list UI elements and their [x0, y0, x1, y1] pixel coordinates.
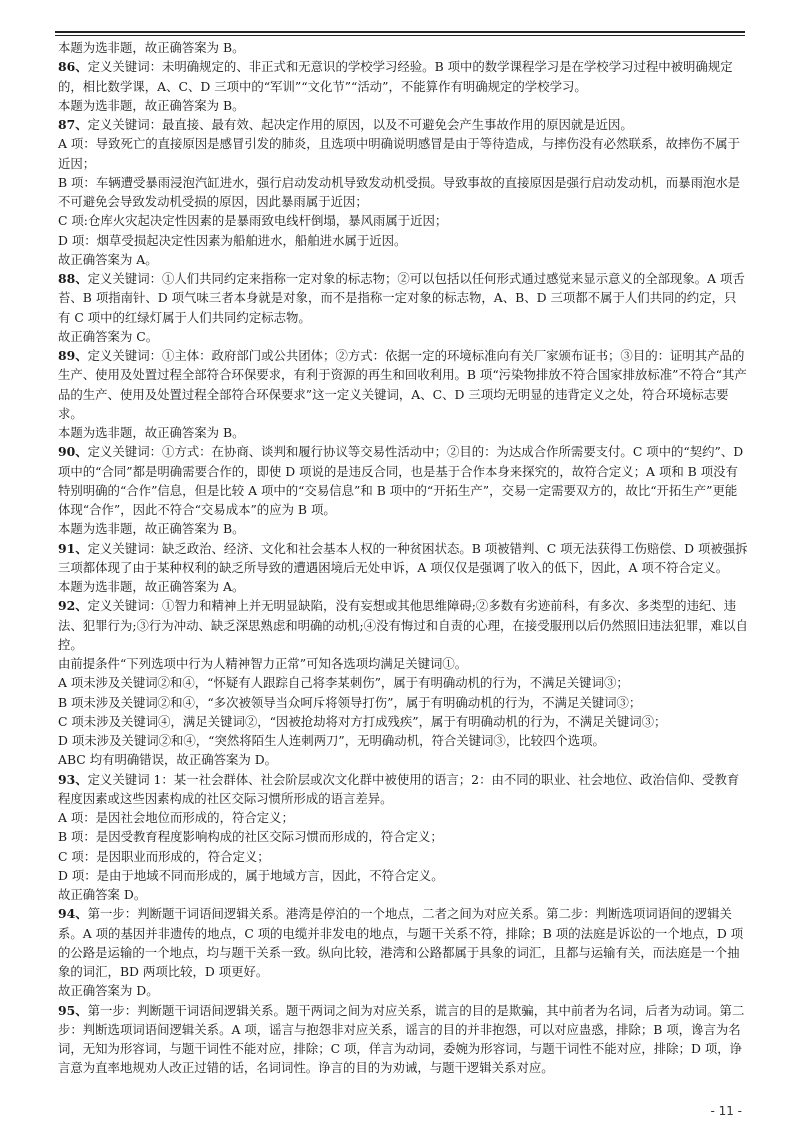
line-text: D 项：是由于地域不同而形成的，属于地域方言，因此，不符合定义。 [58, 867, 444, 883]
explanation-line [58, 981, 748, 1000]
line-text: 定义关键词：①智力和精神上并无明显缺陷，没有妄想或其他思维障碍;②多数有劣迹前科，有多次、多类型的违纪、违法、犯罪行为;③行为冲动、缺乏深思熟虑和明确的动机;④没有悔过和自责的心理，在接受服刑以后仍然照旧违法犯罪，难以自控。 [58, 598, 748, 652]
question-number: 89、 [58, 348, 88, 363]
line-text: C 项未涉及关键词④，满足关键词②，“因被抢劫将对方打成残疾”，属于有明确动机的行为，不满足关键词③； [58, 713, 667, 729]
line-text: 定义关键词：①方式：在协商、谈判和履行协议等交易性活动中；②目的：为达成合作所需要支付。C 项中的“契约”、D 项中的“合同”都是明确需要合作的，即使 D 项说的是违反合同，也是基于合作本身来探究的，故符合定义；A 项和 B 项没有特别明确的“合作”信息，但是比较 A 项中的“交易信息”和 B 项中的“开拓生产”，交易一定需要双方的，故比“开拓生产”更能体现“合作”，因此不符合“交易成本”的应为 B 项。 [58, 444, 744, 517]
explanation-line [58, 134, 748, 173]
explanation-line [58, 96, 748, 115]
explanation-line [58, 423, 748, 442]
explanation-line [58, 38, 748, 57]
explanation-line [58, 750, 748, 769]
explanation-line [58, 866, 748, 885]
explanation-line [58, 731, 748, 750]
question-explanation [58, 1001, 748, 1078]
answer-explanations [58, 38, 748, 1078]
page-number: - 11 - [710, 1104, 742, 1118]
line-text: 本题为选非题，故正确答案为 B。 [58, 521, 245, 537]
line-text: 本题为选非题，故正确答案为 A。 [58, 579, 245, 594]
explanation-line [58, 231, 748, 250]
explanation-line [58, 808, 748, 827]
question-number: 93、 [58, 771, 88, 787]
question-explanation [58, 442, 748, 519]
question-explanation [58, 346, 748, 423]
question-number: 91、 [58, 540, 88, 556]
question-number: 92、 [58, 598, 88, 614]
explanation-line [58, 673, 748, 692]
question-number: 86、 [58, 59, 88, 75]
explanation-line [58, 885, 748, 904]
question-explanation [58, 539, 748, 578]
line-text: A 项未涉及关键词②和④，“怀疑有人跟踪自己将李某刺伤”，属于有明确动机的行为，不满足关键词③； [58, 675, 629, 691]
question-number: 90、 [58, 444, 88, 460]
explanation-line [58, 327, 748, 346]
question-number: 94、 [58, 906, 88, 922]
explanation-line [58, 577, 748, 596]
explanation-line [58, 211, 748, 230]
line-text: A 项：是因社会地位而形成的，符合定义； [58, 810, 294, 825]
line-text: ABC 均有明确错误，故正确答案为 D。 [58, 752, 278, 768]
explanation-line [58, 654, 748, 673]
line-text: 定义关键词：①主体：政府部门或公共团体；②方式：依据一定的环境标准向有关厂家颁布证书；③目的：证明其产品的生产、使用及处置过程全部符合环保要求，有利于资源的再生和回收利用。B 项“污染物排放不符合国家排放标准”不符合“其产品的生产、使用及处置过程全部符合环保要求”这一定义关键词，A、C、D 三项均无明显的违背定义之处，符合环境标志要求。 [58, 348, 747, 421]
question-explanation [58, 770, 748, 809]
explanation-line [58, 693, 748, 712]
line-text: 故正确答案为 C。 [58, 328, 159, 344]
header-rule-thin [55, 35, 745, 36]
question-number: 87、 [58, 117, 88, 132]
line-text: 定义关键词 1：某一社会群体、社会阶层或次文化群中被使用的语言；2：由不同的职业、社会地位、政治信仰、受教育程度因素或这些因素构成的社区交际习惯所形成的语言差异。 [58, 771, 740, 806]
line-text: 由前提条件“下列选项中行为人精神智力正常”可知各选项均满足关键词①。 [58, 656, 468, 671]
explanation-line [58, 519, 748, 538]
line-text: 定义关键词：未明确规定的、非正式和无意识的学校学习经验。B 项中的数学课程学习是在学校学习过程中被明确规定的，相比数学课，A、C、D 三项中的“军训”“文化节”“活动”，不能算作有明确规定的学校学习。 [58, 59, 733, 94]
explanation-line [58, 173, 748, 212]
line-text: D 项未涉及关键词②和④，“突然将陌生人连刺两刀”，无明确动机，符合关键词③，比较四个选项。 [58, 733, 605, 748]
line-text: 本题为选非题，故正确答案为 B。 [58, 97, 245, 113]
explanation-line [58, 712, 748, 731]
line-text: 故正确答案 D。 [58, 887, 147, 902]
line-text: A 项：导致死亡的直接原因是感冒引发的肺炎，且选项中明确说明感冒是由于等待造成，与摔伤没有必然联系，故摔伤不属于近因； [58, 136, 740, 171]
line-text: B 项未涉及关键词②和④，“多次被领导当众呵斥将领导打伤”，属于有明确动机的行为，不满足关键词③； [58, 694, 642, 710]
question-explanation [58, 596, 748, 654]
explanation-line [58, 827, 748, 846]
line-text: 定义关键词：缺乏政治、经济、文化和社会基本人权的一种贫困状态。B 项被错判、C 项无法获得工伤赔偿、D 项被强拆三项都体现了由于某种权利的缺乏所导致的遭遇困境后无处申诉，A 项仅仅是强调了收入的低下，因此，A 项不符合定义。 [58, 540, 748, 575]
question-explanation [58, 904, 748, 981]
explanation-line [58, 847, 748, 866]
line-text: C 项:仓库火灾起决定性因素的是暴雨致电线杆倒塌，暴风雨属于近因； [58, 213, 448, 229]
explanation-line [58, 250, 748, 269]
question-number: 88、 [58, 271, 88, 286]
line-text: 故正确答案为 A。 [58, 251, 158, 267]
line-text: C 项：是因职业而形成的，符合定义； [58, 848, 270, 864]
line-text: 第一步：判断题干词语间逻辑关系。题干两词之间为对应关系，谎言的目的是欺骗，其中前者为名词，后者为动词。第二步：判断选项词语间逻辑关系。A 项，谣言与抱怨非对应关系，谣言的目的并非抱怨，可以对应蛊惑，排除；B 项，谗言为名词，无知为形容词，与题干词性不能对应，排除；C 项，佯言为动词，委婉为形容词，与题干词性不能对应，排除；D 项，诤言意为直率地规劝人改正过错的话，名词词性。诤言的目的为劝诫，与题干逻辑关系对应。 [58, 1002, 745, 1076]
line-text: 定义关键词：①人们共同约定来指称一定对象的标志物；②可以包括以任何形式通过感觉来显示意义的全部现象。A 项舌苔、B 项指南针、D 项气味三者本身就是对象，而不是指称一定对象的标志物，A、B、D 三项都不属于人们共同的约定，只有 C 项中的红绿灯属于人们共同约定标志物。 [58, 271, 745, 325]
question-explanation [58, 57, 748, 96]
line-text: B 项：是因受教育程度影响构成的社区交际习惯而形成的，符合定义； [58, 829, 443, 845]
line-text: 本题为选非题，故正确答案为 B。 [58, 425, 245, 440]
question-number: 95、 [58, 1002, 88, 1018]
question-explanation [58, 269, 748, 327]
line-text: 本题为选非题，故正确答案为 B。 [58, 40, 245, 55]
line-text: D 项：烟草受损起决定性因素为船舶进水，船舶进水属于近因。 [58, 232, 407, 248]
question-explanation [58, 115, 748, 134]
line-text: B 项：车辆遭受暴雨浸泡汽缸进水，强行启动发动机导致发动机受损。导致事故的直接原因是强行启动发动机，而暴雨泡水是不可避免会导致发动机受损的原因，因此暴雨属于近因； [58, 174, 741, 209]
line-text: 定义关键词：最直接、最有效、起决定作用的原因，以及不可避免会产生事故作用的原因就是近因。 [87, 117, 633, 132]
line-text: 故正确答案为 D。 [58, 983, 159, 999]
header-rule [55, 31, 745, 33]
line-text: 第一步：判断题干词语间逻辑关系。港湾是停泊的一个地点，二者之间为对应关系。第二步：判断选项词语间的逻辑关系。A 项的基因并非遗传的地点，C 项的电缆并非发电的地点，与题干关系不符，排除；B 项的法庭是诉讼的一个地点，D 项的公路是运输的一个地点，均与题干关系一致。纵向比较，港湾和公路都属于具象的词汇，且都与运输有关，而法庭是一个抽象的词汇，BD 两项比较，D 项更好。 [58, 906, 744, 979]
